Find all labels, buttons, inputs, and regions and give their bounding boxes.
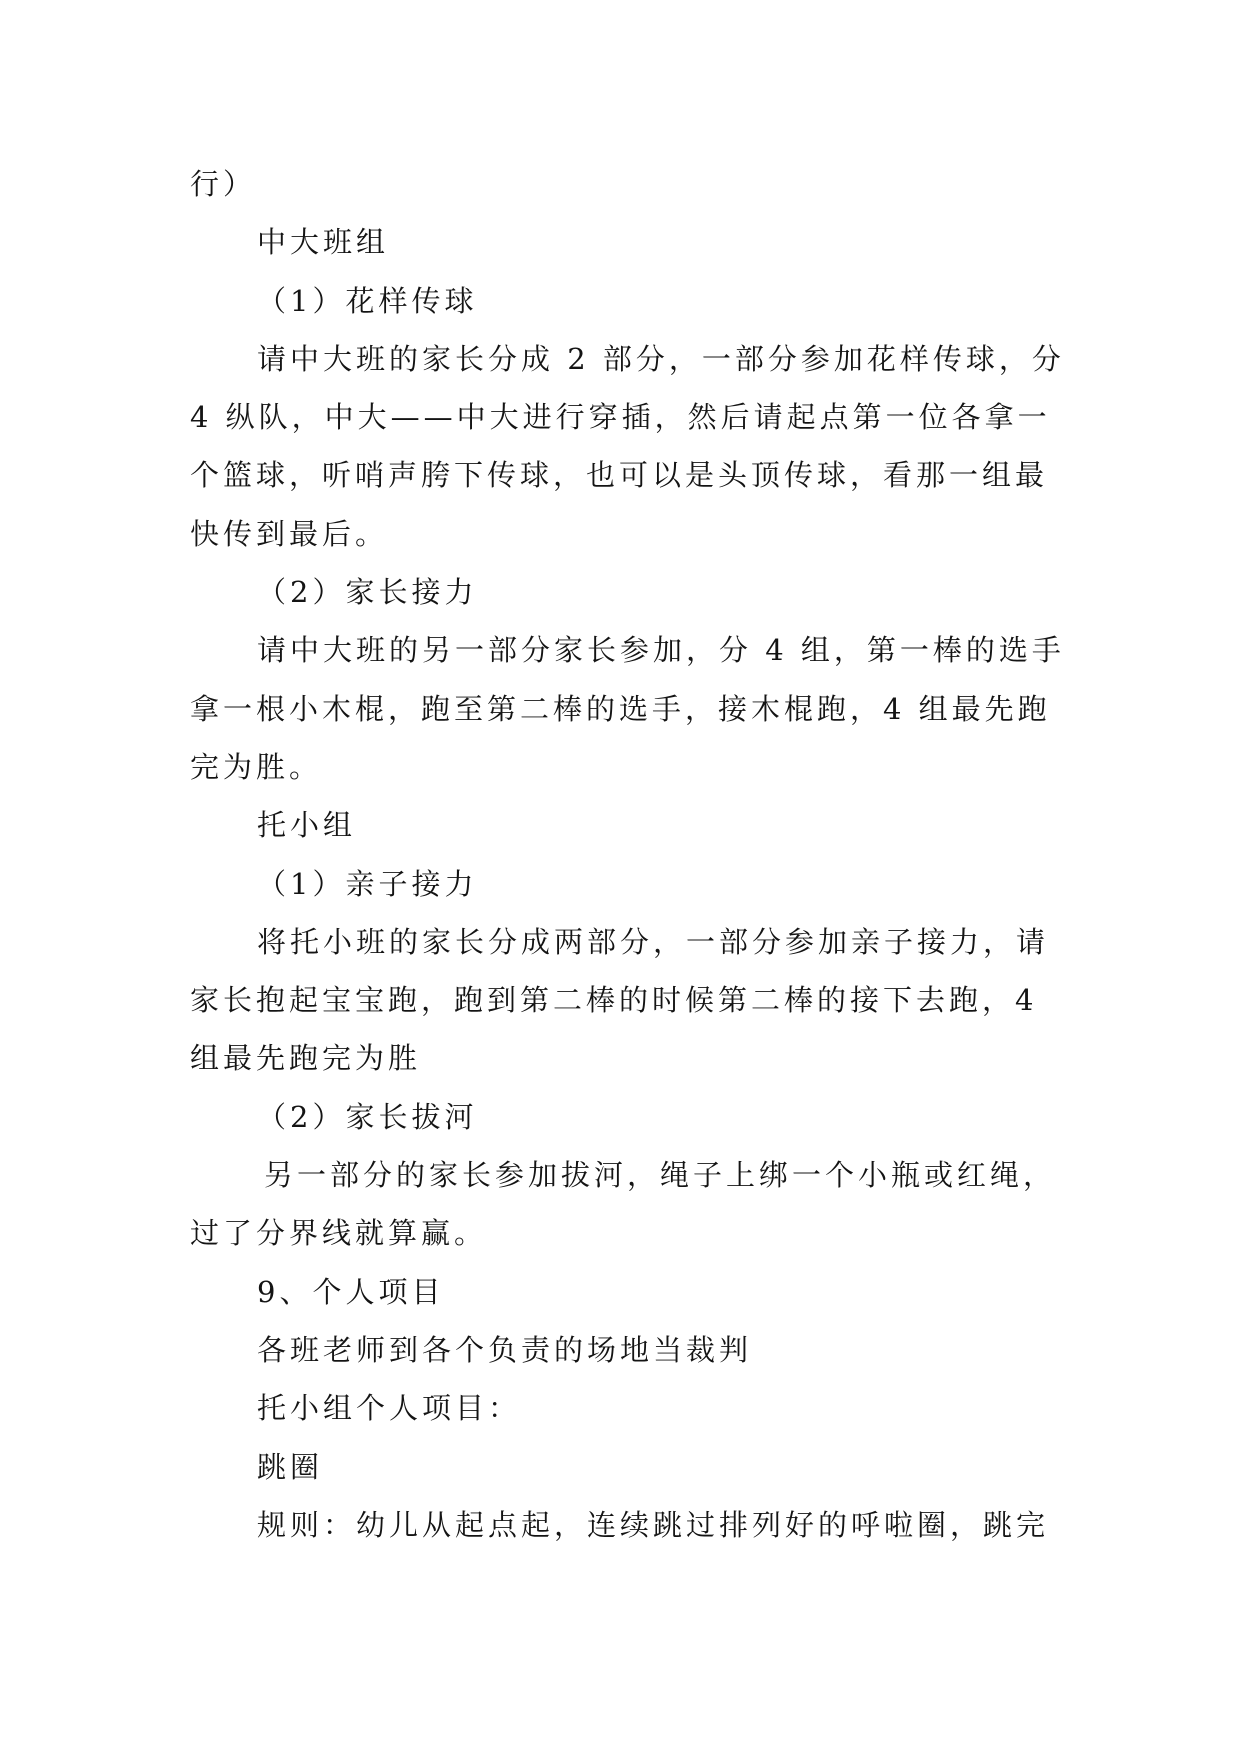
text-line: 4 纵队，中大——中大进行穿插，然后请起点第一位各拿一: [190, 400, 1051, 435]
text-line: 过了分界线就算赢。: [190, 1216, 488, 1251]
text-line: 另一部分的家长参加拔河，绳子上绑一个小瓶或红绳，: [264, 1158, 1057, 1193]
text-line: 请中大班的另一部分家长参加，分 4 组，第一棒的选手: [257, 633, 1065, 668]
subsection-heading: （2）家长接力: [257, 575, 478, 610]
text-line: 个篮球，听哨声胯下传球，也可以是头顶传球，看那一组最: [190, 458, 1049, 493]
paragraph-hoop-jump-rules: [190, 1496, 1070, 1554]
item-heading: 跳圈: [257, 1449, 324, 1484]
paragraph-continuation: [190, 155, 1070, 213]
paragraph-parent-relay-rules: [190, 621, 1070, 796]
item-heading-hoop-jump: [190, 1438, 1070, 1496]
text-line: 行）: [190, 167, 257, 201]
text-line: 托小组个人项目：: [257, 1391, 522, 1426]
subsection-heading: （2）家长拔河: [257, 1099, 478, 1134]
text-line: 规则：幼儿从起点起，连续跳过排列好的呼啦圈，跳完: [257, 1507, 1050, 1542]
section-heading: 中大班组: [257, 225, 390, 260]
text-line: 拿一根小木棍，跑至第二棒的选手，接木棍跑，4 组最先跑: [190, 691, 1051, 726]
text-line: 请中大班的家长分成 2 部分，一部分参加花样传球，分: [257, 341, 1065, 376]
paragraph-tug-of-war-rules: [190, 1146, 1070, 1263]
subsection-heading: （1）亲子接力: [257, 866, 478, 901]
text-line: 快传到最后。: [190, 516, 389, 551]
subsection-heading-parent-child-relay: [190, 855, 1070, 913]
paragraph-ball-passing-rules: [190, 330, 1070, 563]
document-body: [190, 155, 1070, 1554]
text-line: 完为胜。: [190, 749, 323, 784]
section-heading: 托小组: [257, 808, 357, 843]
subsection-heading-parent-relay: [190, 563, 1070, 621]
subsection-heading: （1）花样传球: [257, 283, 478, 318]
paragraph-parent-child-relay-rules: [190, 913, 1070, 1088]
section-heading-toddler-junior-group: [190, 796, 1070, 854]
text-line: 组最先跑完为胜: [190, 1041, 422, 1076]
section-heading-individual-events: [190, 1263, 1070, 1321]
paragraph-toddler-individual-events: [190, 1379, 1070, 1437]
section-heading-middle-senior-group: [190, 213, 1070, 271]
subsection-heading-ball-passing: [190, 272, 1070, 330]
text-line: 将托小班的家长分成两部分，一部分参加亲子接力，请: [257, 924, 1050, 959]
text-line: 各班老师到各个负责的场地当裁判: [257, 1332, 753, 1367]
subsection-heading-tug-of-war: [190, 1088, 1070, 1146]
text-line: 家长抱起宝宝跑，跑到第二棒的时候第二棒的接下去跑，4: [190, 983, 1038, 1018]
paragraph-teachers-as-referees: [190, 1321, 1070, 1379]
section-heading: 9、个人项目: [257, 1274, 445, 1309]
